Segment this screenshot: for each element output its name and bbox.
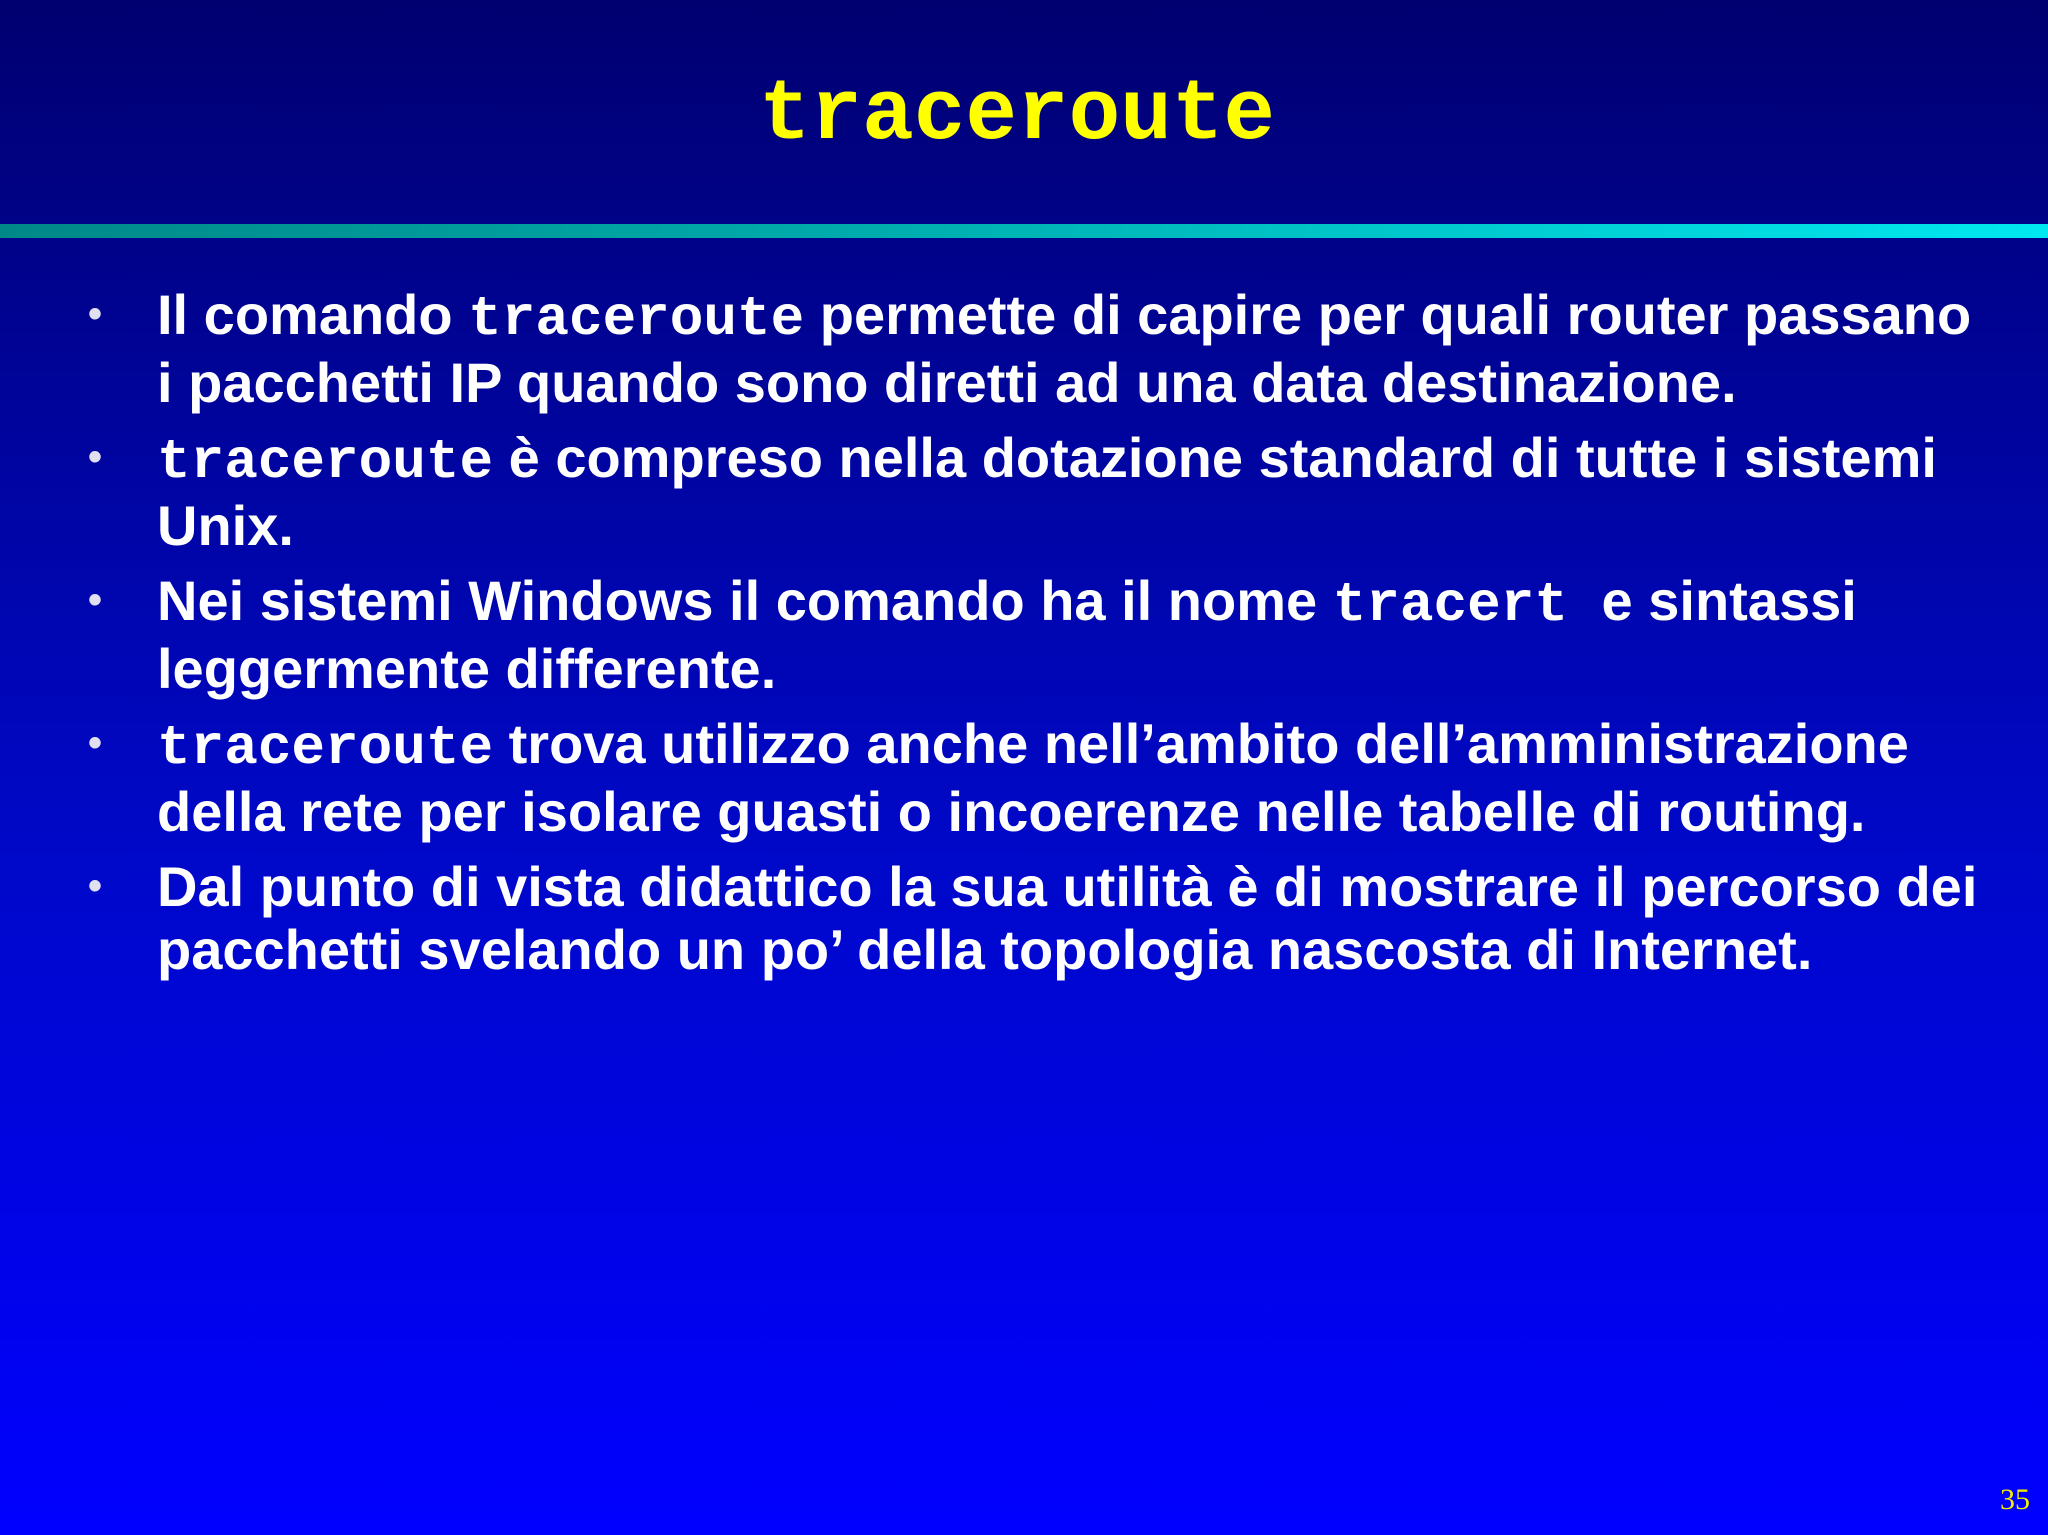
bullet-text: e sintassi leggermente differente. bbox=[157, 569, 1857, 700]
bullet-marker: • bbox=[88, 435, 103, 479]
bullet-text: Dal punto di vista didattico la sua utilità è di mostrare il percorso dei pacchetti svelando un po’ della topologia nascosta di Internet. bbox=[157, 855, 1978, 981]
bullet-code: tracert bbox=[1332, 573, 1602, 637]
bullet-item bbox=[0, 712, 2048, 843]
bullet-text: trova utilizzo anche nell’ambito dell’amministrazione della rete per isolare guasti o incoerenze nelle tabelle di routing. bbox=[157, 712, 1909, 843]
bullet-text: è compreso nella dotazione standard di tutte i sistemi Unix. bbox=[157, 426, 1937, 557]
bullet-item bbox=[0, 283, 2048, 414]
bullet-text: Nei sistemi Windows il comando ha il nome bbox=[157, 569, 1333, 632]
bullet-code: traceroute bbox=[468, 287, 805, 351]
bullet-text: permette di capire per quali router passano i pacchetti IP quando sono diretti ad una data destinazione. bbox=[157, 283, 1972, 414]
bullet-marker: • bbox=[88, 721, 103, 765]
bullet-code: traceroute bbox=[157, 716, 494, 780]
bullet-item bbox=[0, 426, 2048, 557]
page-number: 35 bbox=[2000, 1483, 2030, 1516]
title-divider bbox=[0, 224, 2048, 238]
bullet-code: traceroute bbox=[157, 430, 494, 494]
bullet-list bbox=[0, 283, 2048, 986]
bullet-text: Il comando bbox=[157, 283, 469, 346]
bullet-item bbox=[0, 855, 2048, 986]
slide-title: traceroute bbox=[758, 66, 1276, 164]
bullet-item bbox=[0, 569, 2048, 700]
bullet-marker: • bbox=[88, 578, 103, 622]
bullet-marker: • bbox=[88, 292, 103, 336]
bullet-marker: • bbox=[88, 864, 103, 908]
